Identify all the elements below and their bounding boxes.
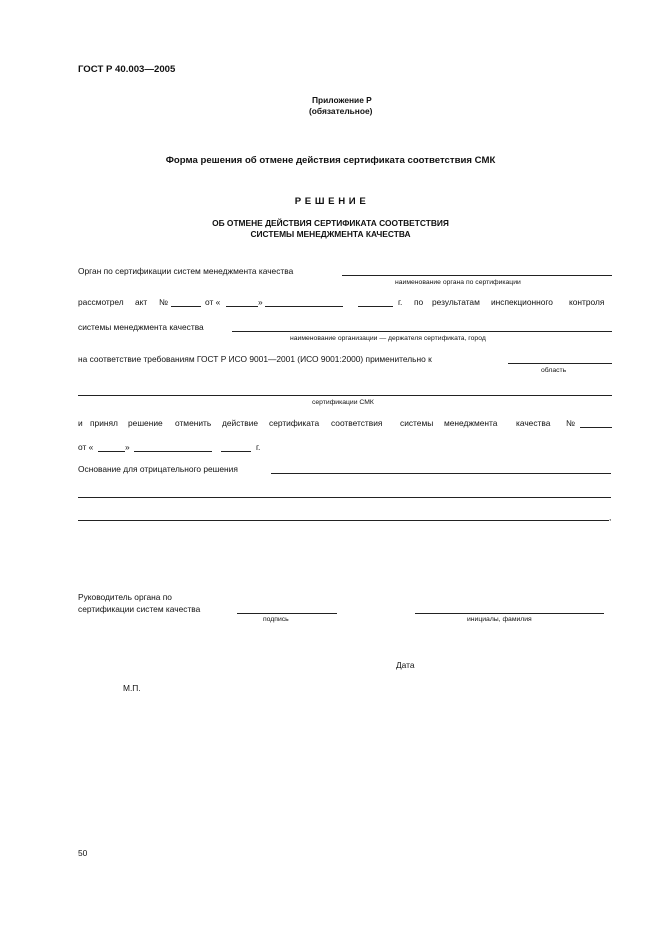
cert-body-label: Орган по сертификации систем менеджмента качества [78, 266, 294, 276]
decision-subtitle-2: СИСТЕМЫ МЕНЕДЖМЕНТА КАЧЕСТВА [250, 229, 411, 239]
decision-line-word: соответствия [331, 418, 383, 428]
decision-line-word: и [78, 418, 83, 428]
signatory-role-2: сертификации систем качества [78, 604, 201, 614]
signatory-role-1: Руководитель органа по [78, 592, 172, 602]
organization-caption: наименование организации — держателя сертификата, город [290, 335, 486, 342]
act-line-word: инспекционного [491, 297, 553, 307]
act-line-word: акт [135, 297, 148, 307]
act-line-word: » [258, 297, 263, 307]
act-day-field [226, 306, 258, 307]
scope-caption-continued: сертификации СМК [312, 399, 374, 406]
scope-field-continued [78, 395, 612, 396]
decision-date-word: г. [256, 442, 261, 452]
decision-line-word: сертификата [269, 418, 320, 428]
signature-caption: подпись [263, 616, 289, 623]
seal-label: М.П. [123, 683, 141, 693]
decision-heading: Р Е Ш Е Н И Е [294, 196, 367, 207]
conformity-label: на соответствие требованиям ГОСТ Р ИСО 9001—2001 (ИСО 9001:2000) применительно к [78, 354, 432, 364]
qms-label: системы менеджмента качества [78, 322, 204, 332]
form-title: Форма решения об отмене действия сертификата соответствия СМК [165, 155, 496, 166]
decision-line-word: качества [516, 418, 551, 428]
scope-caption: область [541, 367, 567, 374]
act-line-word: контроля [569, 297, 605, 307]
decision-day-field [98, 451, 125, 452]
grounds-label: Основание для отрицательного решения [78, 464, 238, 474]
organization-field [232, 331, 612, 332]
grounds-field-line-2 [78, 497, 611, 498]
grounds-field-line-3 [78, 520, 609, 521]
decision-line-word: системы [400, 418, 434, 428]
act-number-field [171, 306, 201, 307]
cert-body-caption: наименование органа по сертификации [395, 279, 521, 286]
name-field [415, 613, 604, 614]
act-line-word: от « [205, 297, 221, 307]
annex-title: Приложение Р [312, 95, 372, 105]
standard-code: ГОСТ Р 40.003—2005 [78, 64, 176, 75]
decision-line-word: принял [90, 418, 118, 428]
decision-line-word: решение [128, 418, 163, 428]
decision-subtitle-1: ОБ ОТМЕНЕ ДЕЙСТВИЯ СЕРТИФИКАТА СООТВЕТСТВИЯ [212, 218, 449, 228]
decision-line [78, 418, 613, 432]
decision-month-field [134, 451, 212, 452]
name-caption: инициалы, фамилия [467, 616, 532, 623]
decision-date-word: от « [78, 442, 94, 452]
act-year-field [358, 306, 393, 307]
date-label: Дата [396, 660, 415, 670]
signature-field [237, 613, 337, 614]
decision-line-word: менеджмента [444, 418, 498, 428]
act-line-word: г. [398, 297, 403, 307]
decision-line-word: отменить [175, 418, 212, 428]
certificate-number-field [580, 427, 612, 428]
decision-line-word: действие [222, 418, 259, 428]
page-number: 50 [78, 848, 88, 858]
act-line-word: № [159, 297, 168, 307]
cert-body-field [342, 275, 612, 276]
decision-date-word: » [125, 442, 130, 452]
act-month-field [265, 306, 343, 307]
act-line-word: результатам [432, 297, 480, 307]
scope-field [508, 363, 612, 364]
decision-year-field [221, 451, 251, 452]
act-line-word: по [414, 297, 424, 307]
annex-status: (обязательное) [309, 106, 373, 116]
decision-date-line [78, 442, 338, 456]
act-line [78, 297, 613, 311]
act-line-word: рассмотрел [78, 297, 124, 307]
decision-line-word: № [566, 418, 575, 428]
grounds-field [271, 473, 611, 474]
grounds-end-comma: , [609, 512, 612, 522]
